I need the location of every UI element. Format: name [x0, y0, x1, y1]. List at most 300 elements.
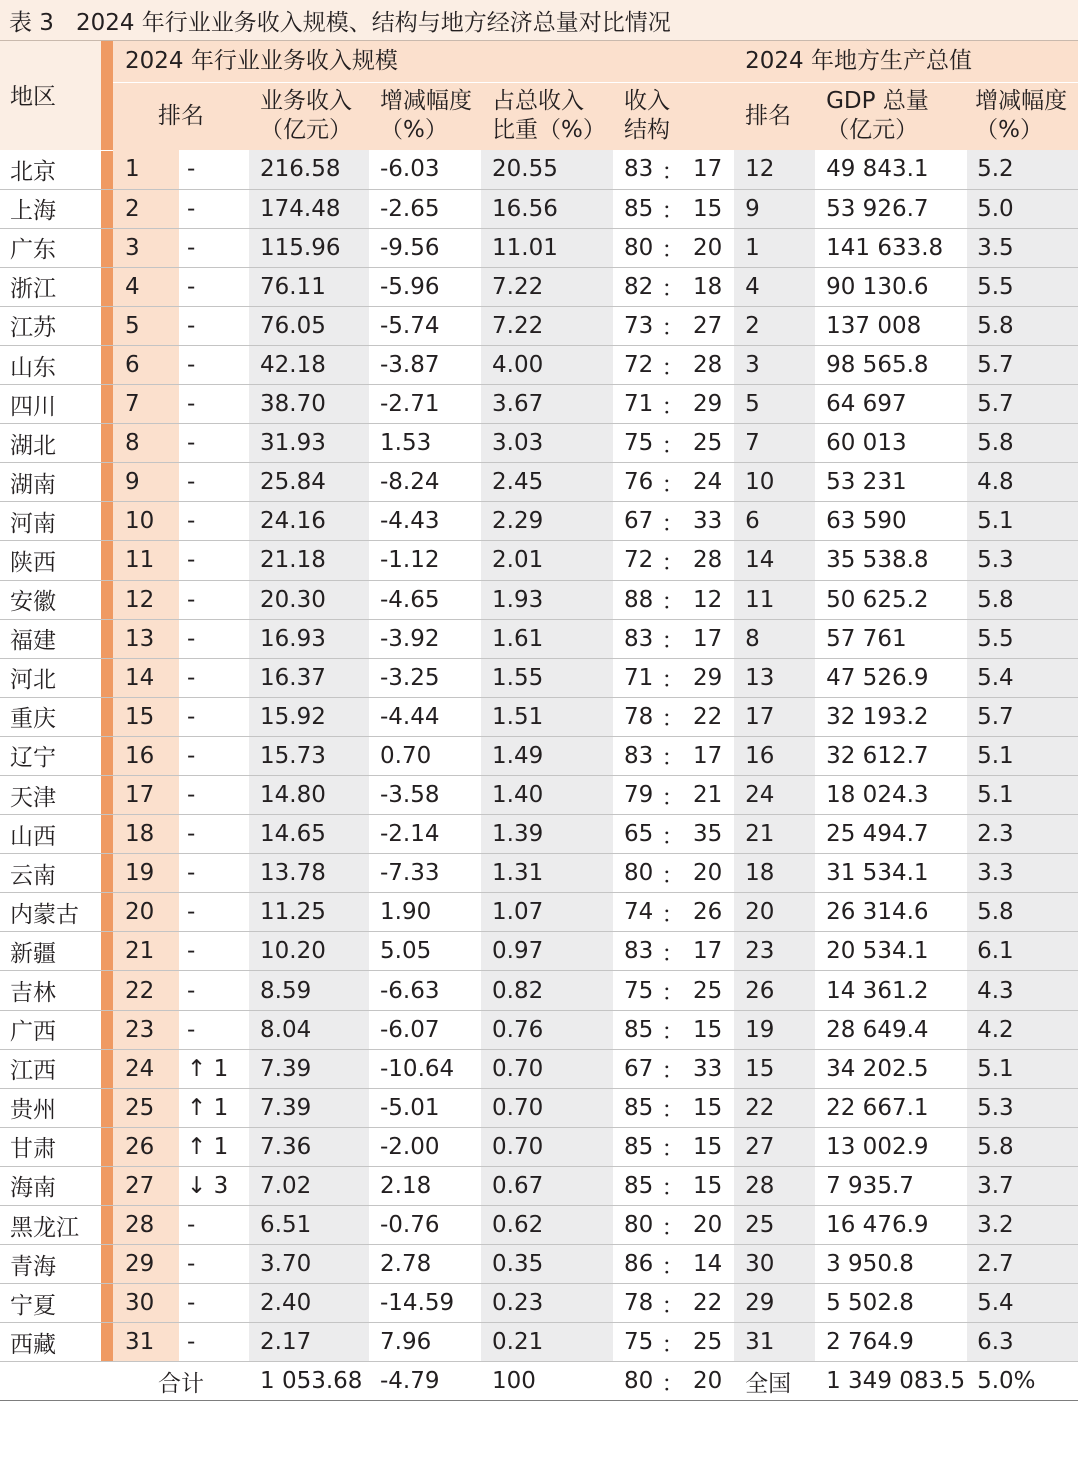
gdp-change-cell: 3.2	[967, 1206, 1078, 1245]
structure-sep-cell: ：	[653, 385, 693, 424]
gdp-rank-cell: 23	[734, 932, 815, 971]
region-cell: 江苏	[0, 306, 101, 345]
rank-change-cell: -	[179, 776, 249, 815]
income-cell: 31.93	[249, 424, 369, 463]
rank-cell: 21	[113, 932, 179, 971]
table-row	[0, 1323, 1078, 1362]
rank-cell: 18	[113, 815, 179, 854]
share-cell: 0.70	[481, 1127, 613, 1166]
change-cell: -3.92	[369, 619, 481, 658]
structure-right-cell: 33	[693, 502, 734, 541]
gdp-rank-cell: 12	[734, 150, 815, 189]
gdp-change-cell: 5.3	[967, 1088, 1078, 1127]
change-cell: 0.70	[369, 736, 481, 775]
gdp-cell: 49 843.1	[815, 150, 967, 189]
gdp-cell: 28 649.4	[815, 1010, 967, 1049]
table-row	[0, 306, 1078, 345]
gdp-cell: 32 612.7	[815, 736, 967, 775]
structure-sep-cell: ：	[653, 854, 693, 893]
gdp-change-cell: 5.1	[967, 1049, 1078, 1088]
table-row	[0, 854, 1078, 893]
rank-change-cell: -	[179, 971, 249, 1010]
rank-cell: 29	[113, 1245, 179, 1284]
structure-right-cell: 20	[693, 228, 734, 267]
region-cell: 陕西	[0, 541, 101, 580]
table-row	[0, 424, 1078, 463]
structure-left-cell: 85	[613, 1010, 653, 1049]
share-cell: 0.97	[481, 932, 613, 971]
change-cell: -6.63	[369, 971, 481, 1010]
rank-change-cell: -	[179, 1010, 249, 1049]
share-cell: 7.22	[481, 306, 613, 345]
rank-change-cell: ↑ 1	[179, 1127, 249, 1166]
change-cell: 1.90	[369, 893, 481, 932]
rank-cell: 20	[113, 893, 179, 932]
rank-cell: 1	[113, 150, 179, 189]
gdp-rank-cell: 20	[734, 893, 815, 932]
structure-sep-cell: ：	[653, 736, 693, 775]
rank-change-cell: -	[179, 385, 249, 424]
header-structure: 收入 结构	[613, 82, 734, 150]
structure-sep-cell: ：	[653, 658, 693, 697]
gdp-cell: 53 926.7	[815, 189, 967, 228]
table-row	[0, 1049, 1078, 1088]
structure-right-cell: 35	[693, 815, 734, 854]
gdp-change-cell: 5.1	[967, 776, 1078, 815]
gdp-cell: 47 526.9	[815, 658, 967, 697]
structure-sep-cell: ：	[653, 932, 693, 971]
header-share: 占总收入 比重（%）	[481, 82, 613, 150]
accent-bar-cell	[101, 1323, 113, 1362]
table-row	[0, 150, 1078, 189]
structure-sep-cell: ：	[653, 424, 693, 463]
gdp-cell: 32 193.2	[815, 697, 967, 736]
structure-sep-cell: ：	[653, 1284, 693, 1323]
income-cell: 20.30	[249, 580, 369, 619]
income-cell: 42.18	[249, 345, 369, 384]
structure-sep-cell: ：	[653, 971, 693, 1010]
gdp-change-cell: 5.2	[967, 150, 1078, 189]
structure-left-cell: 74	[613, 893, 653, 932]
gdp-cell: 25 494.7	[815, 815, 967, 854]
change-cell: -10.64	[369, 1049, 481, 1088]
structure-sep-cell: ：	[653, 267, 693, 306]
rank-change-cell: -	[179, 697, 249, 736]
share-cell: 3.03	[481, 424, 613, 463]
structure-right-cell: 15	[693, 1088, 734, 1127]
table-body	[0, 150, 1078, 1362]
total-label: 合计	[113, 1362, 249, 1401]
gdp-rank-cell: 14	[734, 541, 815, 580]
region-cell: 安徽	[0, 580, 101, 619]
gdp-change-cell: 5.5	[967, 619, 1078, 658]
change-cell: -3.58	[369, 776, 481, 815]
total-structure-sep: ：	[653, 1362, 693, 1401]
change-cell: 7.96	[369, 1323, 481, 1362]
gdp-rank-cell: 6	[734, 502, 815, 541]
change-cell: -3.87	[369, 345, 481, 384]
structure-right-cell: 25	[693, 1323, 734, 1362]
rank-cell: 24	[113, 1049, 179, 1088]
change-cell: 5.05	[369, 932, 481, 971]
change-cell: 2.18	[369, 1166, 481, 1205]
table-row	[0, 776, 1078, 815]
rank-cell: 11	[113, 541, 179, 580]
structure-right-cell: 24	[693, 463, 734, 502]
share-cell: 4.00	[481, 345, 613, 384]
rank-cell: 14	[113, 658, 179, 697]
gdp-rank-cell: 22	[734, 1088, 815, 1127]
structure-sep-cell: ：	[653, 463, 693, 502]
rank-change-cell: -	[179, 189, 249, 228]
structure-left-cell: 67	[613, 1049, 653, 1088]
change-cell: -5.01	[369, 1088, 481, 1127]
gdp-change-cell: 5.8	[967, 1127, 1078, 1166]
structure-left-cell: 85	[613, 1127, 653, 1166]
structure-left-cell: 79	[613, 776, 653, 815]
region-cell: 黑龙江	[0, 1206, 101, 1245]
gdp-cell: 2 764.9	[815, 1323, 967, 1362]
rank-change-cell: -	[179, 1284, 249, 1323]
table-row	[0, 893, 1078, 932]
region-cell: 甘肃	[0, 1127, 101, 1166]
gdp-change-cell: 5.0	[967, 189, 1078, 228]
region-cell: 新疆	[0, 932, 101, 971]
structure-sep-cell: ：	[653, 150, 693, 189]
share-cell: 3.67	[481, 385, 613, 424]
structure-sep-cell: ：	[653, 776, 693, 815]
region-cell: 青海	[0, 1245, 101, 1284]
income-gdp-table	[0, 41, 1078, 1401]
region-cell: 天津	[0, 776, 101, 815]
income-cell: 7.36	[249, 1127, 369, 1166]
gdp-rank-cell: 25	[734, 1206, 815, 1245]
structure-right-cell: 22	[693, 697, 734, 736]
share-cell: 2.45	[481, 463, 613, 502]
gdp-cell: 35 538.8	[815, 541, 967, 580]
accent-bar-cell	[101, 619, 113, 658]
accent-bar-cell	[101, 1127, 113, 1166]
structure-right-cell: 17	[693, 736, 734, 775]
header-gdp-rank: 排名	[734, 82, 815, 150]
income-cell: 6.51	[249, 1206, 369, 1245]
table-row	[0, 385, 1078, 424]
region-cell: 湖南	[0, 463, 101, 502]
structure-right-cell: 17	[693, 619, 734, 658]
rank-change-cell: -	[179, 1245, 249, 1284]
income-cell: 7.39	[249, 1049, 369, 1088]
change-cell: -2.14	[369, 815, 481, 854]
share-cell: 1.51	[481, 697, 613, 736]
gdp-cell: 60 013	[815, 424, 967, 463]
region-cell: 江西	[0, 1049, 101, 1088]
structure-left-cell: 78	[613, 697, 653, 736]
structure-sep-cell: ：	[653, 893, 693, 932]
gdp-rank-cell: 7	[734, 424, 815, 463]
gdp-rank-cell: 15	[734, 1049, 815, 1088]
accent-bar-cell	[101, 893, 113, 932]
rank-change-cell: -	[179, 306, 249, 345]
income-cell: 15.73	[249, 736, 369, 775]
gdp-cell: 18 024.3	[815, 776, 967, 815]
gdp-change-cell: 5.1	[967, 736, 1078, 775]
region-cell: 山东	[0, 345, 101, 384]
gdp-change-cell: 5.4	[967, 1284, 1078, 1323]
share-cell: 16.56	[481, 189, 613, 228]
income-cell: 76.11	[249, 267, 369, 306]
header-region: 地区	[0, 41, 101, 150]
income-cell: 16.93	[249, 619, 369, 658]
gdp-cell: 26 314.6	[815, 893, 967, 932]
region-cell: 云南	[0, 854, 101, 893]
rank-change-cell: -	[179, 854, 249, 893]
rank-cell: 5	[113, 306, 179, 345]
income-cell: 2.17	[249, 1323, 369, 1362]
gdp-rank-cell: 2	[734, 306, 815, 345]
change-cell: -6.07	[369, 1010, 481, 1049]
structure-left-cell: 80	[613, 228, 653, 267]
table-row	[0, 1166, 1078, 1205]
change-cell: -2.65	[369, 189, 481, 228]
structure-right-cell: 17	[693, 150, 734, 189]
change-cell: -6.03	[369, 150, 481, 189]
gdp-cell: 20 534.1	[815, 932, 967, 971]
structure-right-cell: 25	[693, 971, 734, 1010]
region-cell: 广东	[0, 228, 101, 267]
income-cell: 7.02	[249, 1166, 369, 1205]
gdp-rank-cell: 1	[734, 228, 815, 267]
accent-bar-cell	[101, 1166, 113, 1205]
change-cell: -8.24	[369, 463, 481, 502]
structure-right-cell: 25	[693, 424, 734, 463]
change-cell: -4.43	[369, 502, 481, 541]
total-nation-label: 全国	[734, 1362, 815, 1401]
structure-right-cell: 29	[693, 385, 734, 424]
gdp-rank-cell: 13	[734, 658, 815, 697]
accent-bar-cell	[101, 189, 113, 228]
region-cell: 辽宁	[0, 736, 101, 775]
region-cell: 宁夏	[0, 1284, 101, 1323]
share-cell: 0.62	[481, 1206, 613, 1245]
header-rank: 排名	[113, 82, 249, 150]
region-cell: 福建	[0, 619, 101, 658]
total-share: 100	[481, 1362, 613, 1401]
gdp-rank-cell: 8	[734, 619, 815, 658]
change-cell: -9.56	[369, 228, 481, 267]
region-cell: 河北	[0, 658, 101, 697]
rank-cell: 3	[113, 228, 179, 267]
structure-left-cell: 75	[613, 1323, 653, 1362]
share-cell: 0.70	[481, 1049, 613, 1088]
share-cell: 11.01	[481, 228, 613, 267]
structure-left-cell: 85	[613, 1166, 653, 1205]
region-cell: 河南	[0, 502, 101, 541]
gdp-cell: 141 633.8	[815, 228, 967, 267]
rank-cell: 4	[113, 267, 179, 306]
income-cell: 14.65	[249, 815, 369, 854]
gdp-cell: 22 667.1	[815, 1088, 967, 1127]
rank-change-cell: -	[179, 580, 249, 619]
structure-right-cell: 29	[693, 658, 734, 697]
rank-change-cell: -	[179, 658, 249, 697]
rank-cell: 2	[113, 189, 179, 228]
region-cell: 西藏	[0, 1323, 101, 1362]
gdp-change-cell: 5.1	[967, 502, 1078, 541]
gdp-change-cell: 3.7	[967, 1166, 1078, 1205]
gdp-cell: 34 202.5	[815, 1049, 967, 1088]
gdp-change-cell: 5.3	[967, 541, 1078, 580]
share-cell: 2.01	[481, 541, 613, 580]
rank-cell: 22	[113, 971, 179, 1010]
income-cell: 115.96	[249, 228, 369, 267]
income-cell: 10.20	[249, 932, 369, 971]
accent-bar-cell	[101, 385, 113, 424]
rank-cell: 27	[113, 1166, 179, 1205]
table-row	[0, 736, 1078, 775]
gdp-change-cell: 5.7	[967, 385, 1078, 424]
share-cell: 2.29	[481, 502, 613, 541]
income-cell: 38.70	[249, 385, 369, 424]
table-row	[0, 815, 1078, 854]
gdp-rank-cell: 4	[734, 267, 815, 306]
region-cell: 湖北	[0, 424, 101, 463]
table-number: 表 3	[9, 9, 54, 36]
header-gdp-group: 2024 年地方生产总值	[734, 41, 1078, 82]
structure-left-cell: 80	[613, 1206, 653, 1245]
structure-left-cell: 88	[613, 580, 653, 619]
table-row	[0, 971, 1078, 1010]
table-row	[0, 541, 1078, 580]
accent-bar-cell	[101, 267, 113, 306]
table-row	[0, 658, 1078, 697]
accent-bar	[101, 41, 113, 150]
region-cell: 内蒙古	[0, 893, 101, 932]
structure-left-cell: 83	[613, 736, 653, 775]
gdp-cell: 98 565.8	[815, 345, 967, 384]
structure-left-cell: 83	[613, 619, 653, 658]
gdp-cell: 13 002.9	[815, 1127, 967, 1166]
gdp-cell: 7 935.7	[815, 1166, 967, 1205]
rank-cell: 13	[113, 619, 179, 658]
share-cell: 0.70	[481, 1088, 613, 1127]
gdp-cell: 31 534.1	[815, 854, 967, 893]
accent-bar-cell	[101, 854, 113, 893]
table-title	[0, 0, 1078, 41]
structure-left-cell: 75	[613, 424, 653, 463]
gdp-rank-cell: 9	[734, 189, 815, 228]
header-gdp-change: 增减幅度 （%）	[967, 82, 1078, 150]
share-cell: 7.22	[481, 267, 613, 306]
income-cell: 13.78	[249, 854, 369, 893]
structure-left-cell: 71	[613, 385, 653, 424]
structure-right-cell: 15	[693, 1166, 734, 1205]
structure-sep-cell: ：	[653, 815, 693, 854]
structure-left-cell: 76	[613, 463, 653, 502]
header-income-group: 2024 年行业业务收入规模	[113, 41, 734, 82]
change-cell: -7.33	[369, 854, 481, 893]
share-cell: 0.23	[481, 1284, 613, 1323]
share-cell: 1.55	[481, 658, 613, 697]
change-cell: -14.59	[369, 1284, 481, 1323]
structure-sep-cell: ：	[653, 502, 693, 541]
change-cell: 2.78	[369, 1245, 481, 1284]
rank-cell: 12	[113, 580, 179, 619]
rank-change-cell: -	[179, 619, 249, 658]
structure-left-cell: 82	[613, 267, 653, 306]
total-income: 1 053.68	[249, 1362, 369, 1401]
table-row	[0, 619, 1078, 658]
income-cell: 14.80	[249, 776, 369, 815]
structure-sep-cell: ：	[653, 1010, 693, 1049]
accent-bar-cell	[101, 815, 113, 854]
structure-sep-cell: ：	[653, 1166, 693, 1205]
structure-sep-cell: ：	[653, 228, 693, 267]
rank-cell: 26	[113, 1127, 179, 1166]
accent-bar-cell	[101, 658, 113, 697]
header-gdp: GDP 总量 （亿元）	[815, 82, 967, 150]
change-cell: -3.25	[369, 658, 481, 697]
gdp-change-cell: 2.3	[967, 815, 1078, 854]
accent-bar-cell	[101, 424, 113, 463]
gdp-change-cell: 5.8	[967, 580, 1078, 619]
structure-left-cell: 72	[613, 345, 653, 384]
rank-cell: 6	[113, 345, 179, 384]
gdp-rank-cell: 19	[734, 1010, 815, 1049]
region-cell: 海南	[0, 1166, 101, 1205]
change-cell: -4.65	[369, 580, 481, 619]
structure-right-cell: 20	[693, 1206, 734, 1245]
gdp-change-cell: 5.7	[967, 345, 1078, 384]
income-cell: 2.40	[249, 1284, 369, 1323]
rank-change-cell: -	[179, 267, 249, 306]
rank-change-cell: -	[179, 736, 249, 775]
gdp-change-cell: 4.3	[967, 971, 1078, 1010]
gdp-cell: 64 697	[815, 385, 967, 424]
income-cell: 16.37	[249, 658, 369, 697]
accent-bar-cell	[101, 932, 113, 971]
accent-bar-cell	[101, 1049, 113, 1088]
total-gdp-change: 5.0%	[967, 1362, 1078, 1401]
accent-bar-cell	[101, 1245, 113, 1284]
change-cell: -5.96	[369, 267, 481, 306]
accent-bar-cell	[101, 1206, 113, 1245]
gdp-change-cell: 5.8	[967, 306, 1078, 345]
structure-left-cell: 85	[613, 189, 653, 228]
region-cell: 浙江	[0, 267, 101, 306]
accent-bar-cell	[101, 150, 113, 189]
gdp-rank-cell: 18	[734, 854, 815, 893]
gdp-rank-cell: 10	[734, 463, 815, 502]
structure-right-cell: 15	[693, 1010, 734, 1049]
income-cell: 7.39	[249, 1088, 369, 1127]
table-row	[0, 1245, 1078, 1284]
gdp-change-cell: 5.5	[967, 267, 1078, 306]
structure-sep-cell: ：	[653, 1245, 693, 1284]
table-row	[0, 580, 1078, 619]
gdp-cell: 90 130.6	[815, 267, 967, 306]
rank-cell: 23	[113, 1010, 179, 1049]
region-cell: 北京	[0, 150, 101, 189]
rank-change-cell: -	[179, 463, 249, 502]
structure-left-cell: 65	[613, 815, 653, 854]
gdp-cell: 3 950.8	[815, 1245, 967, 1284]
structure-right-cell: 28	[693, 541, 734, 580]
rank-change-cell: -	[179, 228, 249, 267]
structure-left-cell: 67	[613, 502, 653, 541]
table-row	[0, 267, 1078, 306]
structure-sep-cell: ：	[653, 306, 693, 345]
structure-right-cell: 26	[693, 893, 734, 932]
